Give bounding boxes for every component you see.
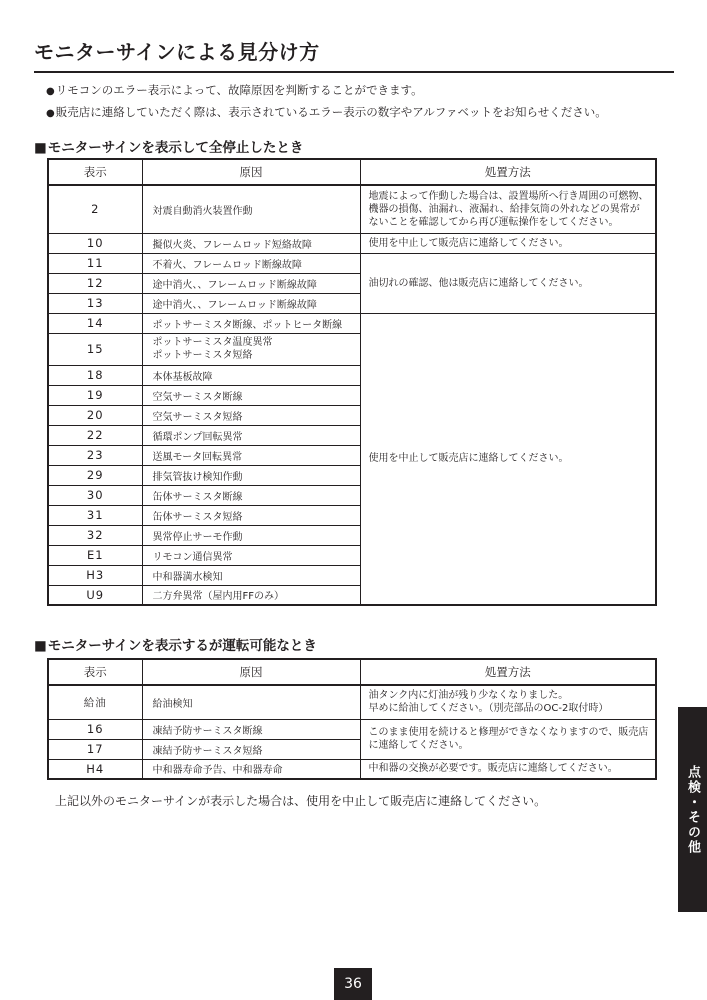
code-cell: 13	[48, 293, 142, 313]
cause-line: ポットサーミスタ温度異常	[152, 337, 273, 348]
cause-cell: 缶体サーミスタ断線	[142, 485, 360, 505]
code-cell: 32	[48, 525, 142, 545]
footnote: 上記以外のモニターサインが表示した場合は、使用を中止して販売店に連絡してください。	[55, 794, 547, 808]
cause-cell: ポットサーミスタ断線、ポットヒータ断線	[142, 313, 360, 333]
header-remedy: 処置方法	[360, 659, 656, 685]
code-cell: 18	[48, 365, 142, 385]
code-cell: 15	[48, 333, 142, 365]
cause-cell: 中和器満水検知	[142, 565, 360, 585]
bullet-item: ● 販売店に連絡していただく際は、表示されているエラー表示の数字やアルファベットをお知らせください。	[46, 102, 607, 124]
code-cell: 22	[48, 425, 142, 445]
cause-cell: 異常停止サーモ作動	[142, 525, 360, 545]
cause-cell: 凍結予防サーミスタ短絡	[142, 739, 360, 759]
cause-cell: 缶体サーミスタ短絡	[142, 505, 360, 525]
cause-cell: 凍結予防サーミスタ断線	[142, 719, 360, 739]
remedy-cell: 使用を中止して販売店に連絡してください。	[360, 233, 656, 253]
code-cell: 12	[48, 273, 142, 293]
code-cell: U9	[48, 585, 142, 605]
remedy-cell: 使用を中止して販売店に連絡してください。	[360, 313, 656, 605]
section2-table	[47, 658, 657, 780]
table-row	[48, 233, 656, 253]
table-row	[48, 685, 656, 719]
code-cell: 20	[48, 405, 142, 425]
remedy-line: 油タンク内に灯油が残り少なくなりました。	[368, 690, 569, 702]
remedy-line: 早めに給油してください。（別売部品のOC-2取付時）	[368, 703, 609, 715]
code-cell: 17	[48, 739, 142, 759]
cause-cell: 排気管抜け検知作動	[142, 465, 360, 485]
code-cell: 23	[48, 445, 142, 465]
remedy-cell: 油切れの確認、他は販売店に連絡してください。	[360, 253, 656, 313]
code-cell: 14	[48, 313, 142, 333]
remedy-cell	[360, 685, 656, 719]
cause-cell: 循環ポンプ回転異常	[142, 425, 360, 445]
code-cell: 19	[48, 385, 142, 405]
code-cell: H4	[48, 759, 142, 779]
header-remedy: 処置方法	[360, 159, 656, 185]
code-cell: 2	[48, 185, 142, 233]
header-cause: 原因	[142, 159, 360, 185]
section1-table	[47, 158, 657, 606]
code-cell: H3	[48, 565, 142, 585]
page-title: モニターサインによる見分け方	[34, 36, 674, 73]
remedy-cell: 中和器の交換が必要です。販売店に連絡してください。	[360, 759, 656, 779]
cause-cell: 空気サーミスタ断線	[142, 385, 360, 405]
code-cell: 16	[48, 719, 142, 739]
cause-cell: 途中消火、、フレームロッド断線故障	[142, 273, 360, 293]
side-tab-label: 点検・その他	[685, 764, 700, 855]
side-tab	[678, 707, 707, 912]
code-cell: 10	[48, 233, 142, 253]
header-code: 表示	[48, 159, 142, 185]
cause-cell	[142, 333, 360, 365]
code-cell: 30	[48, 485, 142, 505]
remedy-cell: 地震によって作動した場合は、設置場所へ行き周囲の可燃物、機器の損傷、油漏れ、液漏れ、給排気筒の外れなどの異常がないことを確認してから再び運転操作をしてください。	[360, 185, 656, 233]
cause-cell: 給油検知	[142, 685, 360, 719]
cause-cell: 擬似火炎、フレームロッド短絡故障	[142, 233, 360, 253]
code-cell: 給油	[48, 685, 142, 719]
table-row	[48, 185, 656, 233]
page-number: 36	[334, 968, 372, 1000]
table-row	[48, 719, 656, 739]
section2-heading: ■ モニターサインを表示するが運転可能なとき	[34, 634, 317, 654]
cause-cell: 空気サーミスタ短絡	[142, 405, 360, 425]
code-cell: E1	[48, 545, 142, 565]
cause-cell: 不着火、フレームロッド断線故障	[142, 253, 360, 273]
table-row	[48, 253, 656, 273]
header-cause: 原因	[142, 659, 360, 685]
intro-bullets	[46, 80, 607, 124]
table-row	[48, 313, 656, 333]
cause-cell: 二方弁異常（屋内用FFのみ）	[142, 585, 360, 605]
cause-cell: 送風モータ回転異常	[142, 445, 360, 465]
code-cell: 29	[48, 465, 142, 485]
remedy-cell: このまま使用を続けると修理ができなくなりますので、販売店に連絡してください。	[360, 719, 656, 759]
code-cell: 31	[48, 505, 142, 525]
cause-cell: リモコン通信異常	[142, 545, 360, 565]
header-code: 表示	[48, 659, 142, 685]
code-cell: 11	[48, 253, 142, 273]
cause-cell: 対震自動消火装置作動	[142, 185, 360, 233]
cause-cell: 中和器寿命予告、中和器寿命	[142, 759, 360, 779]
cause-cell: 本体基板故障	[142, 365, 360, 385]
table-row	[48, 759, 656, 779]
cause-line: ポットサーミスタ短絡	[152, 350, 253, 361]
cause-cell: 途中消火、、フレームロッド断線故障	[142, 293, 360, 313]
section1-heading: ■ モニターサインを表示して全停止したとき	[34, 136, 303, 156]
bullet-item: ● リモコンのエラー表示によって、故障原因を判断することができます。	[46, 80, 607, 102]
